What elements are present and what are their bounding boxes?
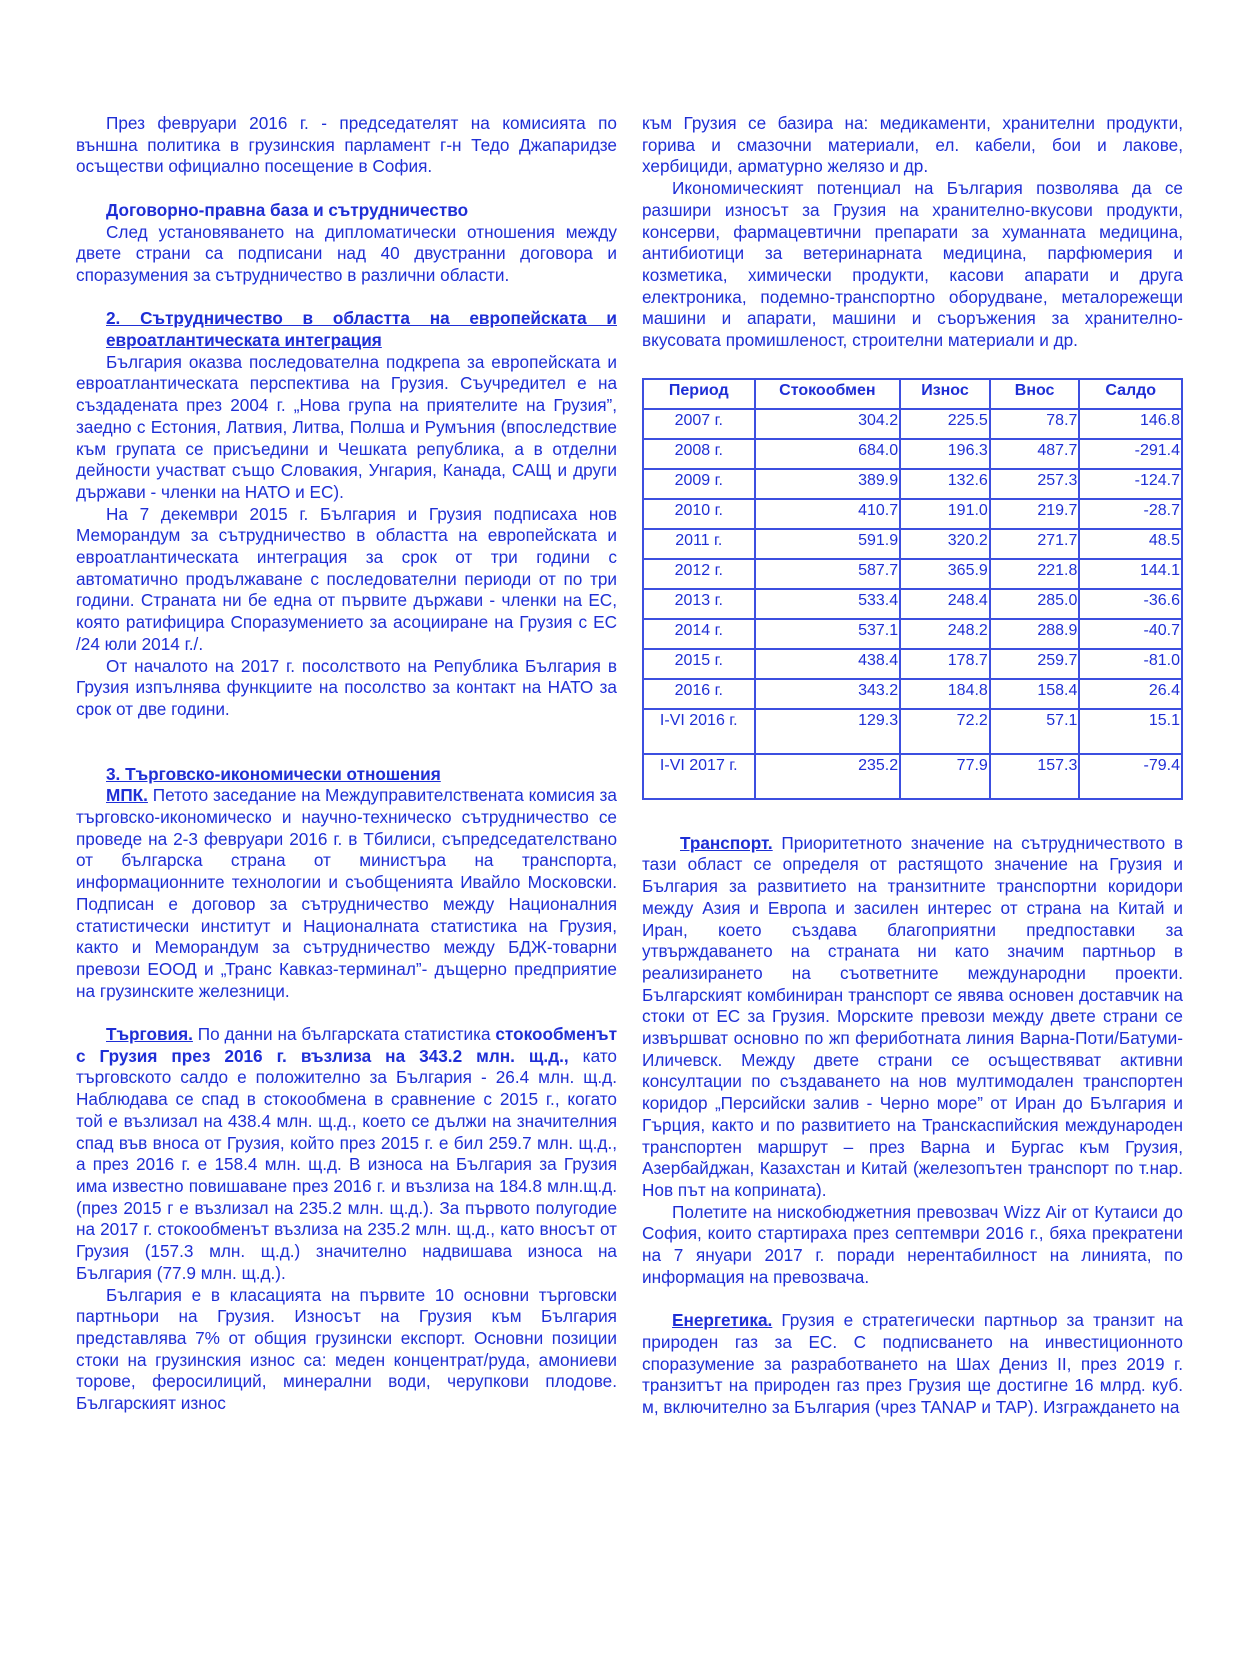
table-cell-period: 2009 г. (643, 469, 755, 499)
table-header-turnover: Стокообмен (755, 379, 901, 409)
table-cell-balance: -79.4 (1079, 754, 1182, 799)
table-header-import: Внос (990, 379, 1080, 409)
table-cell-import: 158.4 (990, 679, 1080, 709)
energy-label: Енергетика. (672, 1310, 773, 1331)
table-header-period: Период (643, 379, 755, 409)
table-cell-turnover: 343.2 (755, 679, 901, 709)
heading-trade-economic: 3. Търговско-икономически отношения (106, 763, 441, 784)
paragraph-export-base: към Грузия се базира на: медикаменти, хранителни продукти, горива и смазочни материали, ел. кабели, бои и лакове, хербициди, арматурно желязо и др. (642, 113, 1183, 177)
table-cell-import: 288.9 (990, 619, 1080, 649)
table-row (643, 469, 1182, 499)
table-cell-balance: -36.6 (1079, 589, 1182, 619)
table-header-export: Износ (900, 379, 990, 409)
table-cell-turnover: 304.2 (755, 409, 901, 439)
table-cell-turnover: 537.1 (755, 619, 901, 649)
table-cell-period: 2007 г. (643, 409, 755, 439)
table-cell-export: 132.6 (900, 469, 990, 499)
table-cell-turnover: 533.4 (755, 589, 901, 619)
table-cell-turnover: 591.9 (755, 529, 901, 559)
table-row (643, 409, 1182, 439)
table-cell-export: 248.2 (900, 619, 990, 649)
table-cell-import: 157.3 (990, 754, 1080, 799)
transport-label: Транспорт. (680, 832, 773, 853)
table-cell-export: 196.3 (900, 439, 990, 469)
table-cell-period: 2010 г. (643, 499, 755, 529)
table-cell-period: I-VI 2017 г. (643, 754, 755, 799)
table-cell-balance: 144.1 (1079, 559, 1182, 589)
heading-treaty-base: Договорно-правна база и сътрудничество (106, 199, 469, 220)
paragraph-treaty-base: След установяването на дипломатически отношения между двете страни са подписани над 40 двустранни договора и споразумения за сътрудничество в различни области. (76, 221, 617, 285)
table-cell-balance: -124.7 (1079, 469, 1182, 499)
table-row (643, 649, 1182, 679)
table-row (643, 619, 1182, 649)
table-cell-balance: 48.5 (1079, 529, 1182, 559)
trade-table-header-row (643, 379, 1182, 409)
paragraph-euro-support: България оказва последователна подкрепа за европейската и евроатлантическата перспектива на Грузия. Съучредител е на създадената през 2004 г. „Нова група на приятелите на Грузия”, заедно с Естония, Латвия, Литва, Полша и Румъния (впоследствие към групата се присъедини и Чешката република, а в отделни дейности участват също Словакия, Унгария, Канада, САЩ и други държави - членки на НАТО и ЕС). (76, 351, 617, 502)
table-cell-import: 259.7 (990, 649, 1080, 679)
table-row (643, 499, 1182, 529)
table-cell-balance: 146.8 (1079, 409, 1182, 439)
table-cell-period: 2014 г. (643, 619, 755, 649)
table-cell-turnover: 587.7 (755, 559, 901, 589)
table-cell-balance: -28.7 (1079, 499, 1182, 529)
table-cell-balance: 26.4 (1079, 679, 1182, 709)
paragraph-transport: Транспорт. Приоритетното значение на сътрудничеството в тази област се определя от растящото значение на Грузия и България за развитието на транзитните транспортни коридори между Азия и Европа и засилен интерес от страна на Китай и Иран, което създава благоприятни предпоставки за утвърждаването на страната ни като значим партньор в реализирането на съответните международни проекти. Българският комбиниран транспорт се явява основен доставчик на стоки от ЕС за Грузия. Морските превози между двете страни се извършват основно по жп фериботната линия Варна-Поти/Батуми-Иличевск. Между двете страни се осъществяват активни консултации по създаването на нов мултимодален транспортен коридор „Персийски залив - Черно море” от Иран до България и Гърция, както и по развитието на Транскаспийския международен транспортен маршрут – през Варна и Бургас към Грузия, Азербайджан, Казахстан и Китай (железопътен транспорт по т.нар. Нов път на коприната). (642, 832, 1183, 1200)
table-cell-balance: 15.1 (1079, 709, 1182, 754)
paragraph-trade: Търговия. По данни на българската статистика стокообменът с Грузия през 2016 г. възлиза на 343.2 млн. щ.д., като търговското салдо е положително за България - 26.4 млн. щ.д. Наблюдава се спад в стокообмена в сравнение с 2015 г., когато той е възлизал на 438.4 млн. щ.д., което се дължи на значителния спад във вноса от Грузия, който през 2015 г. е бил 259.7 млн. щ.д., а през 2016 г. е 158.4 млн. щ.д. В износа на България за Грузия има известно повишаване през 2016 г. и възлиза на 184.8 млн.щ.д. (през 2015 г е възлизал на 235.2 млн. щ.д.). За първото полугодие на 2017 г. стокообменът възлиза на 235.2 млн. щ.д., като вносът от Грузия (157.3 млн. щ.д.) значително надвишава износа на България (77.9 млн. щ.д.). (76, 1024, 617, 1283)
table-cell-export: 191.0 (900, 499, 990, 529)
table-row (643, 709, 1182, 754)
table-cell-export: 178.7 (900, 649, 990, 679)
paragraph-nato-contact: От началото на 2017 г. посолството на Република България в Грузия изпълнява функциите на посолство за контакт на НАТО за срок от две години. (76, 655, 617, 719)
table-row (643, 529, 1182, 559)
table-cell-export: 320.2 (900, 529, 990, 559)
table-cell-export: 365.9 (900, 559, 990, 589)
table-cell-import: 285.0 (990, 589, 1080, 619)
table-cell-period: 2016 г. (643, 679, 755, 709)
trade-table-body (643, 409, 1182, 799)
table-cell-import: 221.8 (990, 559, 1080, 589)
table-cell-period: 2015 г. (643, 649, 755, 679)
table-cell-export: 248.4 (900, 589, 990, 619)
table-cell-import: 487.7 (990, 439, 1080, 469)
table-cell-balance: -40.7 (1079, 619, 1182, 649)
table-cell-import: 219.7 (990, 499, 1080, 529)
paragraph-export-potential: Икономическият потенциал на България позволява да се разшири износът за Грузия на хранително-вкусови продукти, консерви, фармацевтични препарати за хуманната медицина, антибиотици за ветеринарната медицина, парфюмерия и козметика, химически продукти, касови апарати и друга електроника, подемно-транспортно оборудване, металорежещи машини и апарати, машини и съоръжения за хранително-вкусовата промишленост, строителни материали и др. (642, 178, 1183, 351)
trade-label: Търговия. (106, 1024, 193, 1045)
left-column (76, 113, 617, 1415)
table-cell-turnover: 389.9 (755, 469, 901, 499)
paragraph-energy: Енергетика. Грузия е стратегически партньор за транзит на природен газ за ЕС. С подписването на инвестиционното споразумение за разработването на Шах Дениз II, през 2019 г. транзитът на природен газ през Грузия ще достигне 16 млрд. куб. м, включително за България (чрез TANAP и TAP). Изграждането на (642, 1310, 1183, 1417)
paragraph-visit: През февруари 2016 г. - председателят на комисията по външна политика в грузинския парламент г-н Тедо Джапаридзе осъществи официално посещение в София. (76, 113, 617, 177)
table-cell-period: I-VI 2016 г. (643, 709, 755, 754)
table-cell-balance: -81.0 (1079, 649, 1182, 679)
table-cell-import: 78.7 (990, 409, 1080, 439)
table-cell-export: 225.5 (900, 409, 990, 439)
table-cell-turnover: 410.7 (755, 499, 901, 529)
mpk-label: МПК. (106, 785, 148, 806)
paragraph-mpk: МПК. Петото заседание на Междуправителствената комисия за търговско-икономическо и научно-техническо сътрудничество се проведе на 2-3 февруари 2016 г. в Тбилиси, съпредседателствано от българска страна от министъра на транспорта, информационните технологии и съобщенията Ивайло Московски. Подписан е договор за сътрудничество между Националния статистически институт и Националната статистика на Грузия, както и Меморандум за сътрудничество между БДЖ-товарни превози ЕООД и „Транс Кавказ-терминал”- дъщерно предприятие на грузинските железници. (76, 785, 617, 1001)
table-cell-export: 184.8 (900, 679, 990, 709)
table-cell-import: 57.1 (990, 709, 1080, 754)
table-cell-period: 2013 г. (643, 589, 755, 619)
table-cell-turnover: 438.4 (755, 649, 901, 679)
table-cell-turnover: 129.3 (755, 709, 901, 754)
table-row (643, 589, 1182, 619)
table-cell-turnover: 235.2 (755, 754, 901, 799)
table-cell-export: 72.2 (900, 709, 990, 754)
table-row (643, 439, 1182, 469)
right-column (642, 113, 1183, 1419)
heading-euro-integration: 2. Сътрудничество в областта на европейската и евроатлантическата интеграция (106, 308, 617, 350)
table-cell-import: 257.3 (990, 469, 1080, 499)
table-header-balance: Салдо (1079, 379, 1182, 409)
table-cell-period: 2011 г. (643, 529, 755, 559)
trade-table (642, 378, 1183, 800)
paragraph-memorandum: На 7 декември 2015 г. България и Грузия подписаха нов Меморандум за сътрудничество в областта на европейската и евроатлантическата интеграция за срок от три години с автоматично продължаване с последователни периоди от по три години. Страната ни бе една от първите държави - членки на ЕС, която ратифицира Споразумението за асоцииране на Грузия с ЕС /24 юли 2014 г./. (76, 503, 617, 654)
table-row (643, 559, 1182, 589)
table-cell-turnover: 684.0 (755, 439, 901, 469)
table-row (643, 754, 1182, 799)
table-cell-import: 271.7 (990, 529, 1080, 559)
paragraph-trade-partners: България е в класацията на първите 10 основни търговски партньори на Грузия. Износът на Грузия към България представлява 7% от общия грузински експорт. Основни позиции стоки на грузинския износ са: меден концентрат/руда, амониеви торове, феросилиций, минерални води, черупкови плодове. Българският износ (76, 1284, 617, 1414)
table-cell-period: 2012 г. (643, 559, 755, 589)
table-row (643, 679, 1182, 709)
trade-highlight: стокообменът с Грузия през 2016 г. възлиза на 343.2 млн. щ.д., (76, 1024, 617, 1066)
table-cell-balance: -291.4 (1079, 439, 1182, 469)
table-cell-period: 2008 г. (643, 439, 755, 469)
table-cell-export: 77.9 (900, 754, 990, 799)
paragraph-flights: Полетите на нискобюджетния превозвач Wizz Air от Кутаиси до София, които стартираха през септември 2016 г., бяха прекратени на 7 януари 2017 г. поради нерентабилност на линията, по информация на превозвача. (642, 1201, 1183, 1287)
